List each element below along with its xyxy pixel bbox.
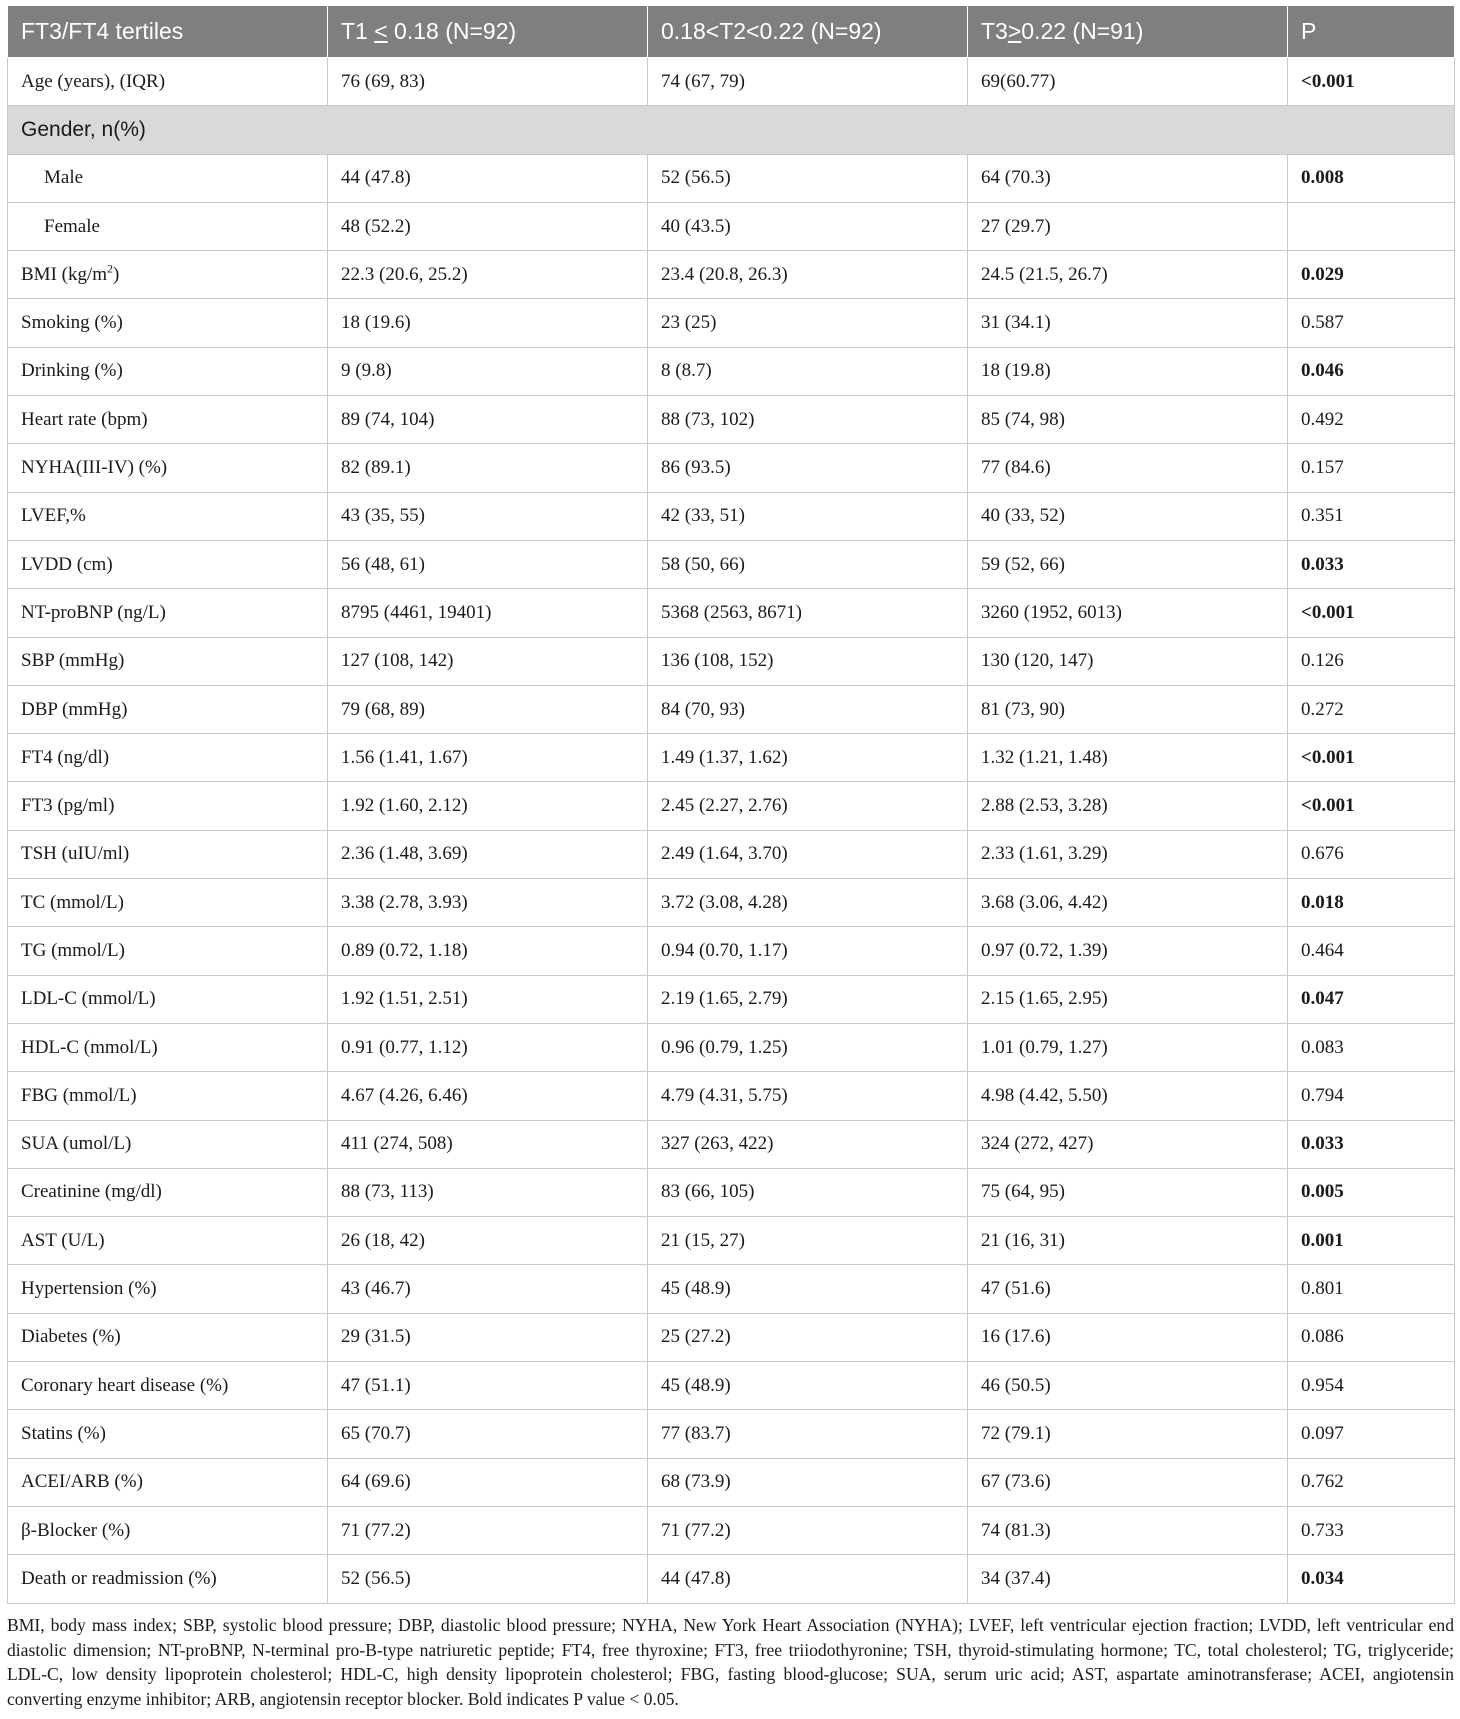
- cell-p-value: [1288, 202, 1455, 250]
- cell-t3: 77 (84.6): [968, 444, 1288, 492]
- cell-t2: 68 (73.9): [648, 1458, 968, 1506]
- cell-t2: 5368 (2563, 8671): [648, 589, 968, 637]
- cell-t3: 324 (272, 427): [968, 1120, 1288, 1168]
- cell-t2: 84 (70, 93): [648, 685, 968, 733]
- cell-t1: 64 (69.6): [328, 1458, 648, 1506]
- cell-t1: 47 (51.1): [328, 1362, 648, 1410]
- cell-t3: 40 (33, 52): [968, 492, 1288, 540]
- cell-p-value: 0.046: [1288, 347, 1455, 395]
- cell-t3: 2.15 (1.65, 2.95): [968, 975, 1288, 1023]
- cell-t1: 76 (69, 83): [328, 58, 648, 106]
- cell-t2: 23.4 (20.8, 26.3): [648, 251, 968, 299]
- table-header: [8, 6, 1455, 58]
- table-row: [8, 1506, 1455, 1554]
- cell-t3: 3260 (1952, 6013): [968, 589, 1288, 637]
- header-t3-post: 0.22 (N=91): [1021, 18, 1144, 44]
- cell-t2: 86 (93.5): [648, 444, 968, 492]
- cell-p-value: 0.272: [1288, 685, 1455, 733]
- table-row: [8, 782, 1455, 830]
- cell-t1: 8795 (4461, 19401): [328, 589, 648, 637]
- cell-t2: 0.94 (0.70, 1.17): [648, 927, 968, 975]
- table-row: [8, 1458, 1455, 1506]
- row-label: [8, 251, 328, 299]
- row-label: Age (years), (IQR): [8, 58, 328, 106]
- row-label: FT3 (pg/ml): [8, 782, 328, 830]
- cell-t3: 16 (17.6): [968, 1313, 1288, 1361]
- cell-t2: 71 (77.2): [648, 1506, 968, 1554]
- row-label: TG (mmol/L): [8, 927, 328, 975]
- cell-t2: 42 (33, 51): [648, 492, 968, 540]
- cell-p-value: 0.083: [1288, 1023, 1455, 1071]
- header-t1-pre: T1: [341, 18, 375, 44]
- section-label: Gender, n(%): [8, 106, 1455, 154]
- row-label: Smoking (%): [8, 299, 328, 347]
- cell-t1: 0.91 (0.77, 1.12): [328, 1023, 648, 1071]
- row-label: NYHA(III-IV) (%): [8, 444, 328, 492]
- row-label-superscript: 2: [107, 261, 114, 276]
- cell-p-value: 0.005: [1288, 1168, 1455, 1216]
- table-row: [8, 1313, 1455, 1361]
- table-row: [8, 1120, 1455, 1168]
- cell-t3: 85 (74, 98): [968, 396, 1288, 444]
- cell-p-value: 0.008: [1288, 154, 1455, 202]
- header-t3: [968, 6, 1288, 58]
- cell-t3: 1.32 (1.21, 1.48): [968, 734, 1288, 782]
- cell-t3: 0.97 (0.72, 1.39): [968, 927, 1288, 975]
- header-tertiles-label: FT3/FT4 tertiles: [21, 18, 184, 44]
- cell-t2: 3.72 (3.08, 4.28): [648, 879, 968, 927]
- table-row: [8, 1023, 1455, 1071]
- cell-t1: 2.36 (1.48, 3.69): [328, 830, 648, 878]
- cell-t2: 327 (263, 422): [648, 1120, 968, 1168]
- row-label: Statins (%): [8, 1410, 328, 1458]
- cell-t2: 2.45 (2.27, 2.76): [648, 782, 968, 830]
- row-label: AST (U/L): [8, 1217, 328, 1265]
- cell-p-value: 0.801: [1288, 1265, 1455, 1313]
- cell-t3: 27 (29.7): [968, 202, 1288, 250]
- cell-t3: 24.5 (21.5, 26.7): [968, 251, 1288, 299]
- cell-t2: 58 (50, 66): [648, 540, 968, 588]
- cell-t3: 64 (70.3): [968, 154, 1288, 202]
- cell-p-value: 0.047: [1288, 975, 1455, 1023]
- row-label: TSH (uIU/ml): [8, 830, 328, 878]
- cell-t2: 44 (47.8): [648, 1555, 968, 1603]
- cell-t3: 59 (52, 66): [968, 540, 1288, 588]
- cell-t1: 43 (35, 55): [328, 492, 648, 540]
- cell-p-value: 0.126: [1288, 637, 1455, 685]
- cell-t1: 9 (9.8): [328, 347, 648, 395]
- row-label: Diabetes (%): [8, 1313, 328, 1361]
- cell-t3: 74 (81.3): [968, 1506, 1288, 1554]
- cell-t3: 3.68 (3.06, 4.42): [968, 879, 1288, 927]
- row-label: β-Blocker (%): [8, 1506, 328, 1554]
- table-row: [8, 1217, 1455, 1265]
- table-row: [8, 589, 1455, 637]
- row-label: ACEI/ARB (%): [8, 1458, 328, 1506]
- cell-p-value: 0.034: [1288, 1555, 1455, 1603]
- cell-p-value: 0.762: [1288, 1458, 1455, 1506]
- cell-p-value: 0.018: [1288, 879, 1455, 927]
- table-row: [8, 299, 1455, 347]
- cell-t2: 0.96 (0.79, 1.25): [648, 1023, 968, 1071]
- table-row: [8, 879, 1455, 927]
- row-label: LVDD (cm): [8, 540, 328, 588]
- cell-p-value: 0.029: [1288, 251, 1455, 299]
- cell-t3: 75 (64, 95): [968, 1168, 1288, 1216]
- row-label: Hypertension (%): [8, 1265, 328, 1313]
- row-label: Coronary heart disease (%): [8, 1362, 328, 1410]
- cell-t3: 4.98 (4.42, 5.50): [968, 1072, 1288, 1120]
- cell-p-value: 0.733: [1288, 1506, 1455, 1554]
- cell-t1: 22.3 (20.6, 25.2): [328, 251, 648, 299]
- cell-t3: 21 (16, 31): [968, 1217, 1288, 1265]
- table-row: [8, 685, 1455, 733]
- cell-t3: 1.01 (0.79, 1.27): [968, 1023, 1288, 1071]
- table-row: [8, 830, 1455, 878]
- cell-t1: 1.56 (1.41, 1.67): [328, 734, 648, 782]
- table-row: [8, 492, 1455, 540]
- cell-p-value: 0.676: [1288, 830, 1455, 878]
- cell-t1: 56 (48, 61): [328, 540, 648, 588]
- cell-t1: 1.92 (1.60, 2.12): [328, 782, 648, 830]
- cell-p-value: <0.001: [1288, 782, 1455, 830]
- row-label: Female: [8, 202, 328, 250]
- row-label-suffix: ): [113, 263, 120, 285]
- cell-t1: 3.38 (2.78, 3.93): [328, 879, 648, 927]
- table-row: [8, 58, 1455, 106]
- table-row: [8, 1265, 1455, 1313]
- cell-t1: 48 (52.2): [328, 202, 648, 250]
- row-label: Male: [8, 154, 328, 202]
- cell-p-value: <0.001: [1288, 734, 1455, 782]
- header-t3-pre: T3: [981, 18, 1008, 44]
- cell-t2: 2.19 (1.65, 2.79): [648, 975, 968, 1023]
- cell-t3: 2.88 (2.53, 3.28): [968, 782, 1288, 830]
- cell-t3: 81 (73, 90): [968, 685, 1288, 733]
- table-row: [8, 1168, 1455, 1216]
- cell-p-value: 0.492: [1288, 396, 1455, 444]
- cell-t1: 71 (77.2): [328, 1506, 648, 1554]
- table-row: [8, 154, 1455, 202]
- cell-t2: 136 (108, 152): [648, 637, 968, 685]
- cell-p-value: 0.086: [1288, 1313, 1455, 1361]
- cell-t2: 45 (48.9): [648, 1362, 968, 1410]
- cell-t1: 1.92 (1.51, 2.51): [328, 975, 648, 1023]
- cell-t1: 88 (73, 113): [328, 1168, 648, 1216]
- cell-t1: 82 (89.1): [328, 444, 648, 492]
- cell-t1: 29 (31.5): [328, 1313, 648, 1361]
- row-label: HDL-C (mmol/L): [8, 1023, 328, 1071]
- header-t2: [648, 6, 968, 58]
- row-label: SBP (mmHg): [8, 637, 328, 685]
- cell-t1: 26 (18, 42): [328, 1217, 648, 1265]
- cell-p-value: 0.351: [1288, 492, 1455, 540]
- cell-p-value: <0.001: [1288, 589, 1455, 637]
- table-row: [8, 1410, 1455, 1458]
- row-label: Death or readmission (%): [8, 1555, 328, 1603]
- cell-t2: 25 (27.2): [648, 1313, 968, 1361]
- cell-t1: 18 (19.6): [328, 299, 648, 347]
- cell-p-value: 0.033: [1288, 1120, 1455, 1168]
- table-row: [8, 1072, 1455, 1120]
- row-label: LVEF,%: [8, 492, 328, 540]
- table-row: [8, 202, 1455, 250]
- cell-t3: 130 (120, 147): [968, 637, 1288, 685]
- cell-t1: 127 (108, 142): [328, 637, 648, 685]
- row-label: FBG (mmol/L): [8, 1072, 328, 1120]
- table-row: [8, 251, 1455, 299]
- cell-t3: 47 (51.6): [968, 1265, 1288, 1313]
- row-label: SUA (umol/L): [8, 1120, 328, 1168]
- cell-p-value: 0.587: [1288, 299, 1455, 347]
- header-row: [8, 6, 1455, 58]
- table-row: [8, 396, 1455, 444]
- cell-t1: 65 (70.7): [328, 1410, 648, 1458]
- header-t3-ge-symbol: >: [1007, 18, 1022, 44]
- row-label: FT4 (ng/dl): [8, 734, 328, 782]
- cell-t2: 23 (25): [648, 299, 968, 347]
- row-label: LDL-C (mmol/L): [8, 975, 328, 1023]
- cell-p-value: 0.157: [1288, 444, 1455, 492]
- row-label: NT-proBNP (ng/L): [8, 589, 328, 637]
- cell-p-value: 0.001: [1288, 1217, 1455, 1265]
- cell-t1: 0.89 (0.72, 1.18): [328, 927, 648, 975]
- cell-p-value: 0.033: [1288, 540, 1455, 588]
- header-t1-le-symbol: <: [374, 18, 388, 44]
- cell-t1: 52 (56.5): [328, 1555, 648, 1603]
- row-label: Heart rate (bpm): [8, 396, 328, 444]
- row-label-text: BMI (kg/m: [21, 263, 108, 285]
- cell-t3: 31 (34.1): [968, 299, 1288, 347]
- header-t1: [328, 6, 648, 58]
- cell-t2: 8 (8.7): [648, 347, 968, 395]
- table-row: [8, 1362, 1455, 1410]
- table-body: [8, 58, 1455, 1604]
- header-t1-post: 0.18 (N=92): [387, 18, 517, 44]
- row-label: DBP (mmHg): [8, 685, 328, 733]
- cell-t3: 72 (79.1): [968, 1410, 1288, 1458]
- table-footnote: BMI, body mass index; SBP, systolic blood pressure; DBP, diastolic blood pressure; NYHA, New York Heart Association (NYHA); LVEF, left ventricular ejection fraction; LVDD, left ventricular end diastolic dimension; NT-proBNP, N-terminal pro-B-type natriuretic peptide; FT4, free thyroxine; FT3, free triiodothyronine; TSH, thyroid-stimulating hormone; TC, total cholesterol; TG, triglyceride; LDL-C, low density lipoprotein cholesterol; HDL-C, high density lipoprotein cholesterol; FBG, fasting blood-glucose; SUA, serum uric acid; AST, aspartate aminotransferase; ACEI, angiotensin converting enzyme inhibitor; ARB, angiotensin receptor blocker. Bold indicates P value < 0.05.: [7, 1615, 1454, 1709]
- cell-t1: 44 (47.8): [328, 154, 648, 202]
- baseline-characteristics-table: [7, 5, 1455, 1604]
- cell-t2: 52 (56.5): [648, 154, 968, 202]
- cell-p-value: 0.464: [1288, 927, 1455, 975]
- cell-t1: 89 (74, 104): [328, 396, 648, 444]
- table-row: [8, 1555, 1455, 1603]
- cell-p-value: <0.001: [1288, 58, 1455, 106]
- header-p-label: P: [1301, 18, 1317, 44]
- cell-t3: 34 (37.4): [968, 1555, 1288, 1603]
- cell-t2: 4.79 (4.31, 5.75): [648, 1072, 968, 1120]
- cell-t3: 46 (50.5): [968, 1362, 1288, 1410]
- cell-t2: 88 (73, 102): [648, 396, 968, 444]
- cell-p-value: 0.097: [1288, 1410, 1455, 1458]
- cell-t1: 79 (68, 89): [328, 685, 648, 733]
- header-p: [1288, 6, 1455, 58]
- cell-t3: 18 (19.8): [968, 347, 1288, 395]
- table-row: [8, 444, 1455, 492]
- cell-t2: 45 (48.9): [648, 1265, 968, 1313]
- cell-t2: 40 (43.5): [648, 202, 968, 250]
- cell-t2: 2.49 (1.64, 3.70): [648, 830, 968, 878]
- cell-t2: 21 (15, 27): [648, 1217, 968, 1265]
- table-row: [8, 975, 1455, 1023]
- cell-t2: 77 (83.7): [648, 1410, 968, 1458]
- table-row: [8, 347, 1455, 395]
- cell-t3: 2.33 (1.61, 3.29): [968, 830, 1288, 878]
- cell-p-value: 0.954: [1288, 1362, 1455, 1410]
- cell-t2: 1.49 (1.37, 1.62): [648, 734, 968, 782]
- row-label: Creatinine (mg/dl): [8, 1168, 328, 1216]
- header-t2-label: 0.18<T2<0.22 (N=92): [661, 18, 882, 44]
- cell-p-value: 0.794: [1288, 1072, 1455, 1120]
- section-row: [8, 106, 1455, 154]
- cell-t1: 43 (46.7): [328, 1265, 648, 1313]
- row-label: Drinking (%): [8, 347, 328, 395]
- cell-t2: 74 (67, 79): [648, 58, 968, 106]
- cell-t2: 83 (66, 105): [648, 1168, 968, 1216]
- cell-t3: 67 (73.6): [968, 1458, 1288, 1506]
- cell-t1: 411 (274, 508): [328, 1120, 648, 1168]
- row-label: TC (mmol/L): [8, 879, 328, 927]
- table-row: [8, 637, 1455, 685]
- table-row: [8, 540, 1455, 588]
- table-row: [8, 927, 1455, 975]
- cell-t3: 69(60.77): [968, 58, 1288, 106]
- cell-t1: 4.67 (4.26, 6.46): [328, 1072, 648, 1120]
- table-row: [8, 734, 1455, 782]
- header-tertiles: [8, 6, 328, 58]
